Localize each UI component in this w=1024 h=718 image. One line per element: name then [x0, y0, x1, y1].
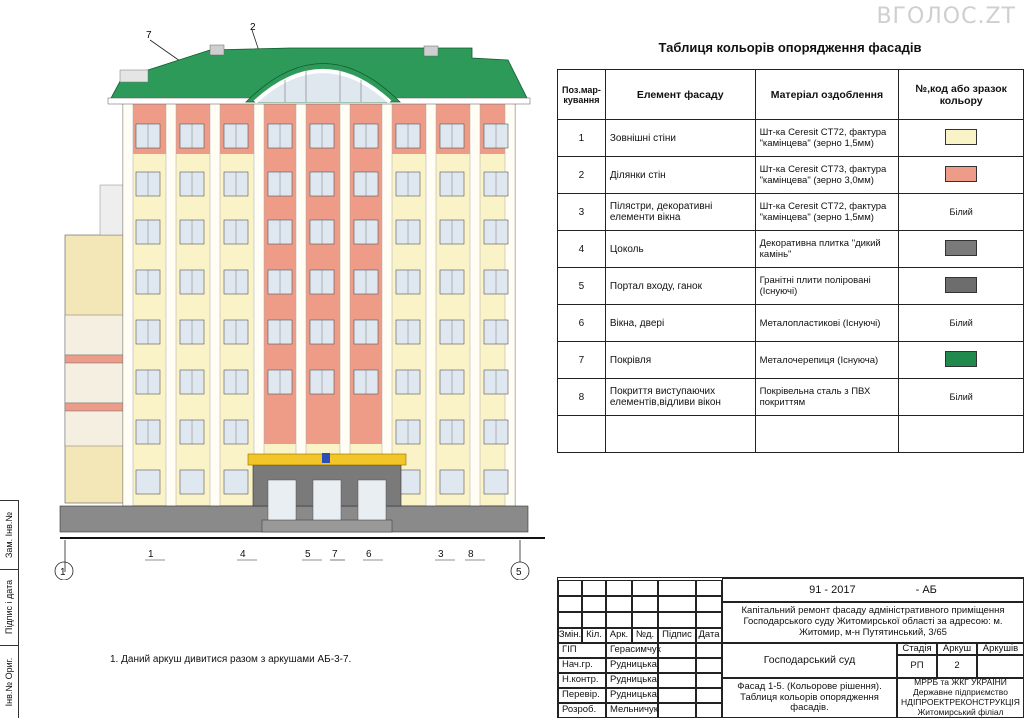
table-row — [558, 379, 1024, 416]
table-row — [558, 416, 1024, 453]
row-code — [899, 157, 1024, 194]
role-signature — [658, 703, 696, 718]
color-swatch — [945, 240, 977, 256]
rev-header-change: Змін. — [558, 628, 582, 643]
color-code-text: Білий — [949, 392, 973, 402]
side-stair — [100, 185, 123, 235]
revision-cell — [632, 580, 658, 596]
rev-header-signature: Підпис — [658, 628, 696, 643]
role-name: Мельничук — [606, 703, 658, 718]
ground-window — [180, 470, 204, 494]
axis-left-label: 1 — [60, 567, 66, 578]
title-block — [557, 577, 1024, 718]
note: 1. Даний аркуш дивитися разом з аркушами АБ-3-7. — [110, 654, 352, 665]
watermark: ВГОЛОС.ZT — [876, 4, 1016, 29]
row-pos: 6 — [558, 305, 606, 342]
ground-window — [136, 470, 160, 494]
role-name: Рудницька — [606, 688, 658, 703]
row-material: Металопластикові (Існуючі) — [755, 305, 899, 342]
row-pos — [558, 416, 606, 453]
leader-label-4: 4 — [240, 549, 246, 560]
row-element: Зовнішні стіни — [605, 120, 755, 157]
role-date — [696, 688, 722, 703]
row-element: Покриття виступаючих елементів,відливи вікон — [605, 379, 755, 416]
role-signature — [658, 658, 696, 673]
revision-cell — [658, 596, 696, 612]
row-material — [755, 416, 899, 453]
sheet-title: Фасад 1-5. (Кольорове рішення). Таблиця кольорів опорядження фасадів. — [722, 678, 897, 718]
doc-code-suffix: - АБ — [915, 583, 937, 596]
side-cell-replace — [0, 501, 18, 570]
revision-cell — [696, 612, 722, 628]
role-date — [696, 673, 722, 688]
project-name: Капітальний ремонт фасаду адміністративного приміщення Господарського суду Житомирської області за адресою: м. Житомир, м-н Путятинський, 3/65 — [722, 602, 1024, 643]
leader-label-2: 2 — [250, 22, 256, 33]
revision-cell — [582, 580, 606, 596]
revision-cell — [606, 612, 632, 628]
rev-header-count: Кіл. — [582, 628, 606, 643]
rev-header-date: Дата — [696, 628, 722, 643]
doc-code-number: 91 - 2017 — [809, 583, 856, 596]
row-code — [899, 268, 1024, 305]
row-material: Шт-ка Ceresit CT73, фактура "камінцева" (зерно 3,0мм) — [755, 157, 899, 194]
leader-label-3: 3 — [438, 549, 444, 560]
color-table — [557, 69, 1024, 453]
row-element — [605, 416, 755, 453]
row-pos: 1 — [558, 120, 606, 157]
revision-cell — [658, 580, 696, 596]
axis-right-label: 5 — [516, 567, 522, 578]
row-code — [899, 342, 1024, 379]
ground-window — [224, 470, 248, 494]
sheet-header: Аркуш — [937, 643, 977, 655]
side-cell-original — [0, 645, 18, 718]
row-pos: 4 — [558, 231, 606, 268]
row-pos: 7 — [558, 342, 606, 379]
side-stamp-strip — [0, 500, 19, 718]
header-pos: Поз.мар-кування — [558, 70, 606, 120]
leader-label-7: 7 — [146, 30, 152, 41]
stage-header: Стадія — [897, 643, 937, 655]
rev-header-sheet: Арк. — [606, 628, 632, 643]
revision-cell — [658, 612, 696, 628]
role-label: Перевір. — [558, 688, 606, 703]
revision-cell — [558, 612, 582, 628]
row-pos: 2 — [558, 157, 606, 194]
rev-header-doc: №д. — [632, 628, 658, 643]
doc-code — [722, 578, 1024, 602]
color-swatch — [945, 277, 977, 293]
table-row — [558, 157, 1024, 194]
color-swatch — [945, 351, 977, 367]
stage-value: РП — [897, 655, 937, 678]
row-element: Покрівля — [605, 342, 755, 379]
revision-cell — [558, 580, 582, 596]
side-label-original: Інв.№ Ориг. — [4, 657, 14, 706]
revision-cell — [632, 612, 658, 628]
revision-cell — [558, 596, 582, 612]
side-cell-signature — [0, 569, 18, 646]
row-element: Портал входу, ганок — [605, 268, 755, 305]
leader-label-6: 6 — [366, 549, 372, 560]
row-code — [899, 120, 1024, 157]
row-material: Металочерепиця (Існуюча) — [755, 342, 899, 379]
role-name: Рудницька — [606, 673, 658, 688]
revision-cell — [582, 596, 606, 612]
table-row — [558, 194, 1024, 231]
color-swatch — [945, 166, 977, 182]
organization: МРРБ та ЖКГ УКРАЇНИ Державне підприємство НДІПРОЕКТРЕКОНСТРУКЦІЯ Житомирський філіал — [897, 678, 1024, 718]
revision-cell — [632, 596, 658, 612]
table-row — [558, 342, 1024, 379]
side-label-signature: Підпис і дата — [4, 579, 14, 635]
row-material: Гранітні плити поліровані (Існуючі) — [755, 268, 899, 305]
table-row — [558, 231, 1024, 268]
row-element: Ділянки стін — [605, 157, 755, 194]
sheets-header: Аркушів — [977, 643, 1024, 655]
revision-cell — [696, 580, 722, 596]
role-date — [696, 703, 722, 718]
row-material: Покрівельна сталь з ПВХ покриттям — [755, 379, 899, 416]
sheet-value: 2 — [937, 655, 977, 678]
table-title: Таблиця кольорів опорядження фасадів — [658, 40, 922, 55]
table-row — [558, 268, 1024, 305]
entrance-steps — [262, 520, 392, 532]
header-element: Елемент фасаду — [605, 70, 755, 120]
side-label-replace: Зам. Інв.№ — [4, 511, 14, 559]
central-zone — [264, 154, 382, 444]
row-code — [899, 231, 1024, 268]
role-name: Герасимчук — [606, 643, 658, 658]
row-pos: 5 — [558, 268, 606, 305]
revision-cell — [582, 612, 606, 628]
role-label: Нач.гр. — [558, 658, 606, 673]
row-element: Цоколь — [605, 231, 755, 268]
revision-cell — [606, 580, 632, 596]
role-signature — [658, 688, 696, 703]
sheets-value — [977, 655, 1024, 678]
row-element: Вікна, двері — [605, 305, 755, 342]
row-code — [899, 379, 1024, 416]
header-code: №,код або зразок кольору — [899, 70, 1024, 120]
revision-cell — [606, 596, 632, 612]
role-label: Н.контр. — [558, 673, 606, 688]
role-label: Розроб. — [558, 703, 606, 718]
role-signature — [658, 673, 696, 688]
leader-label-5: 5 — [305, 549, 311, 560]
row-code — [899, 305, 1024, 342]
color-swatch — [945, 129, 977, 145]
row-code — [899, 416, 1024, 453]
table-row — [558, 305, 1024, 342]
object-name: Господарський суд — [722, 643, 897, 678]
role-label: ГІП — [558, 643, 606, 658]
leader-label-8: 8 — [468, 549, 474, 560]
color-code-text: Білий — [949, 207, 973, 217]
leader-label-1: 1 — [148, 549, 154, 560]
row-code — [899, 194, 1024, 231]
balcony — [65, 315, 123, 355]
role-date — [696, 658, 722, 673]
revision-cell — [696, 596, 722, 612]
row-element: Пілястри, декоративні елементи вікна — [605, 194, 755, 231]
role-date — [696, 643, 722, 658]
leader-label-7b: 7 — [332, 549, 338, 560]
role-signature — [658, 643, 696, 658]
header-material: Матеріал оздоблення — [755, 70, 899, 120]
ground-window — [440, 470, 464, 494]
role-name: Рудницька — [606, 658, 658, 673]
ground-window — [484, 470, 508, 494]
row-pos: 8 — [558, 379, 606, 416]
facade-drawing — [40, 20, 550, 580]
row-material: Декоративна плитка "дикий камінь" — [755, 231, 899, 268]
row-material: Шт-ка Ceresit CT72, фактура "камінцева" (зерно 1,5мм) — [755, 120, 899, 157]
row-material: Шт-ка Ceresit CT72, фактура "камінцева" (зерно 1,5мм) — [755, 194, 899, 231]
table-row — [558, 120, 1024, 157]
color-code-text: Білий — [949, 318, 973, 328]
row-pos: 3 — [558, 194, 606, 231]
